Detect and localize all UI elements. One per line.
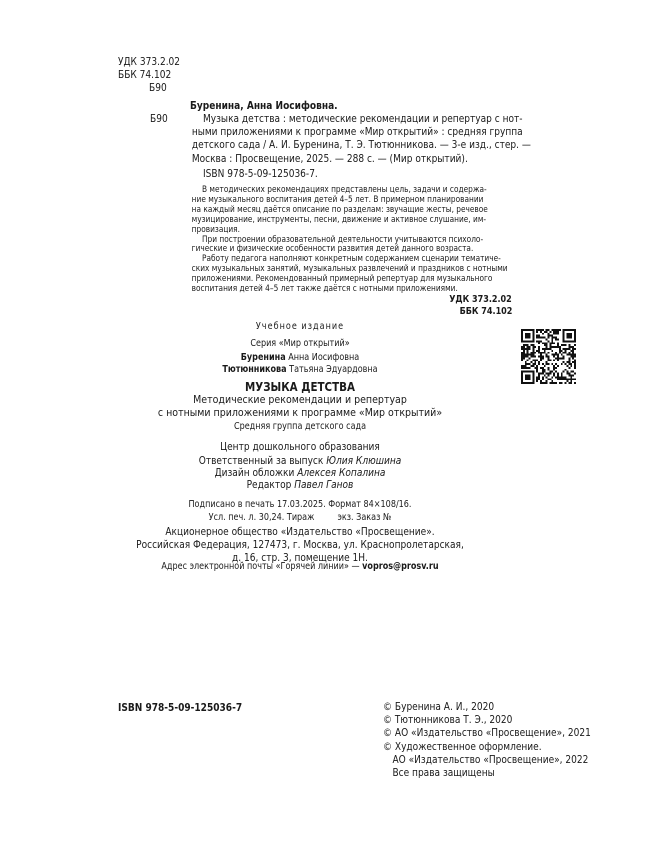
abstract-line: Работу педагога наполняют конкретным содержанием сценарии тематиче- bbox=[202, 254, 501, 265]
abstract-line: При построении образовательной деятельности учитываются психоло- bbox=[202, 234, 484, 245]
author-1-surname: Буренина bbox=[240, 352, 286, 363]
publisher-line: Российская Федерация, 127473, г. Москва, ул. Краснопролетарская, bbox=[136, 539, 464, 552]
copyright-line: © Тютюнникова Т. Э., 2020 bbox=[383, 714, 513, 727]
series-line: Серия «Мир открытий» bbox=[250, 338, 350, 349]
abstract-line: воспитания детей 4–5 лет также даётся с нотными приложениями. bbox=[191, 284, 458, 295]
publisher-block bbox=[128, 526, 472, 566]
responsible-label: Ответственный за выпуск bbox=[198, 455, 327, 467]
abstract-line: музицирование, инструменты, песни, движение и активное слушание, им- bbox=[191, 214, 487, 225]
author-2-name: Татьяна Эдуардовна bbox=[286, 364, 378, 375]
abstract-line: гические и физические особенности развития детей данного возраста. bbox=[191, 244, 474, 255]
author-mark-top: Б90 bbox=[149, 82, 167, 94]
editor-name: Павел Ганов bbox=[294, 479, 354, 491]
book-subtitle bbox=[154, 394, 446, 420]
copyright-line: АО «Издательство «Просвещение», 2022 bbox=[392, 753, 589, 766]
bbk-code: ББК 74.102 bbox=[118, 69, 172, 81]
abstract bbox=[191, 185, 508, 295]
publisher-line: д. 16, стр. 3, помещение 1Н. bbox=[232, 552, 368, 565]
cover-label: Дизайн обложки bbox=[214, 467, 298, 479]
subtitle-line: с нотными приложениями к программе «Мир открытий» bbox=[157, 405, 443, 419]
copyright-line: © АО «Издательство «Просвещение», 2021 bbox=[383, 727, 591, 740]
responsible-name: Юлия Клюшина bbox=[326, 455, 402, 467]
abstract-line: ских музыкальных занятий, музыкальных развлечений и праздников с нотными bbox=[191, 264, 508, 275]
cover-name: Алексея Копалина bbox=[297, 467, 386, 479]
isbn-line: ISBN 978-5-09-125036-7. bbox=[203, 168, 318, 180]
editor-label: Редактор bbox=[246, 479, 295, 491]
email-label: Адрес электронной почты «Горячей линии» — bbox=[161, 561, 363, 572]
author-heading: Буренина, Анна Иосифовна. bbox=[190, 100, 338, 112]
bbk-code-bottom: ББК 74.102 bbox=[459, 306, 512, 317]
copyright-line: © Художественное оформление. bbox=[383, 740, 542, 753]
book-title: МУЗЫКА ДЕТСТВА bbox=[244, 380, 355, 394]
udk-code: УДК 373.2.02 bbox=[118, 56, 181, 68]
copyright-line: © Буренина А. И., 2020 bbox=[383, 701, 495, 713]
author-2 bbox=[154, 364, 446, 375]
isbn-footer: ISBN 978-5-09-125036-7 bbox=[118, 702, 243, 714]
print-details: Подписано в печать 17.03.2025. Формат 84×108/16. bbox=[188, 499, 412, 510]
bib-line: Москва : Просвещение, 2025. — 288 с. — (Мир открытий). bbox=[191, 152, 468, 165]
subtitle-line: Методические рекомендации и репертуар bbox=[193, 393, 407, 406]
group-line: Средняя группа детского сада bbox=[233, 421, 367, 432]
udk-code-bottom: УДК 373.2.02 bbox=[449, 294, 512, 305]
abstract-line: провизация. bbox=[191, 224, 240, 235]
email-link[interactable]: vopros@prosv.ru bbox=[362, 561, 439, 572]
author-1 bbox=[154, 352, 446, 363]
print-run: Усл. печ. л. 30,24. Тираж экз. Заказ № bbox=[208, 512, 392, 523]
author-2-surname: Тютюнникова bbox=[222, 364, 287, 375]
editor-line bbox=[154, 479, 446, 492]
qr-code bbox=[521, 329, 576, 384]
bib-line: ными приложениями к программе «Мир открытий» : средняя группа bbox=[191, 126, 523, 139]
publisher-line: Акционерное общество «Издательство «Просвещение». bbox=[165, 526, 435, 538]
edition-type: Учебное издание bbox=[255, 321, 345, 332]
abstract-line: В методических рекомендациях представлены цель, задачи и содержа- bbox=[202, 185, 487, 195]
author-1-name: Анна Иосифовна bbox=[285, 352, 360, 363]
hotline-email bbox=[128, 561, 472, 572]
bibliographic-description bbox=[191, 113, 531, 166]
copyright-line: Все права защищены bbox=[392, 767, 495, 780]
copyright-block bbox=[383, 701, 591, 780]
bib-line: детского сада / А. И. Буренина, Т. Э. Тютюнникова. — 3-е изд., стер. — bbox=[191, 139, 531, 152]
abstract-line: приложениями. Рекомендованный примерный репертуар для музыкального bbox=[191, 274, 493, 285]
bib-line: Музыка детства : методические рекомендации и репертуар с нот- bbox=[203, 113, 523, 125]
abstract-line: ние музыкального воспитания детей 4–5 лет. В примерном планировании bbox=[191, 194, 484, 205]
author-mark: Б90 bbox=[150, 113, 168, 125]
center-name: Центр дошкольного образования bbox=[220, 441, 380, 453]
abstract-line: на каждый месяц даётся описание по разделам: звучащие жесты, речевое bbox=[191, 204, 488, 215]
